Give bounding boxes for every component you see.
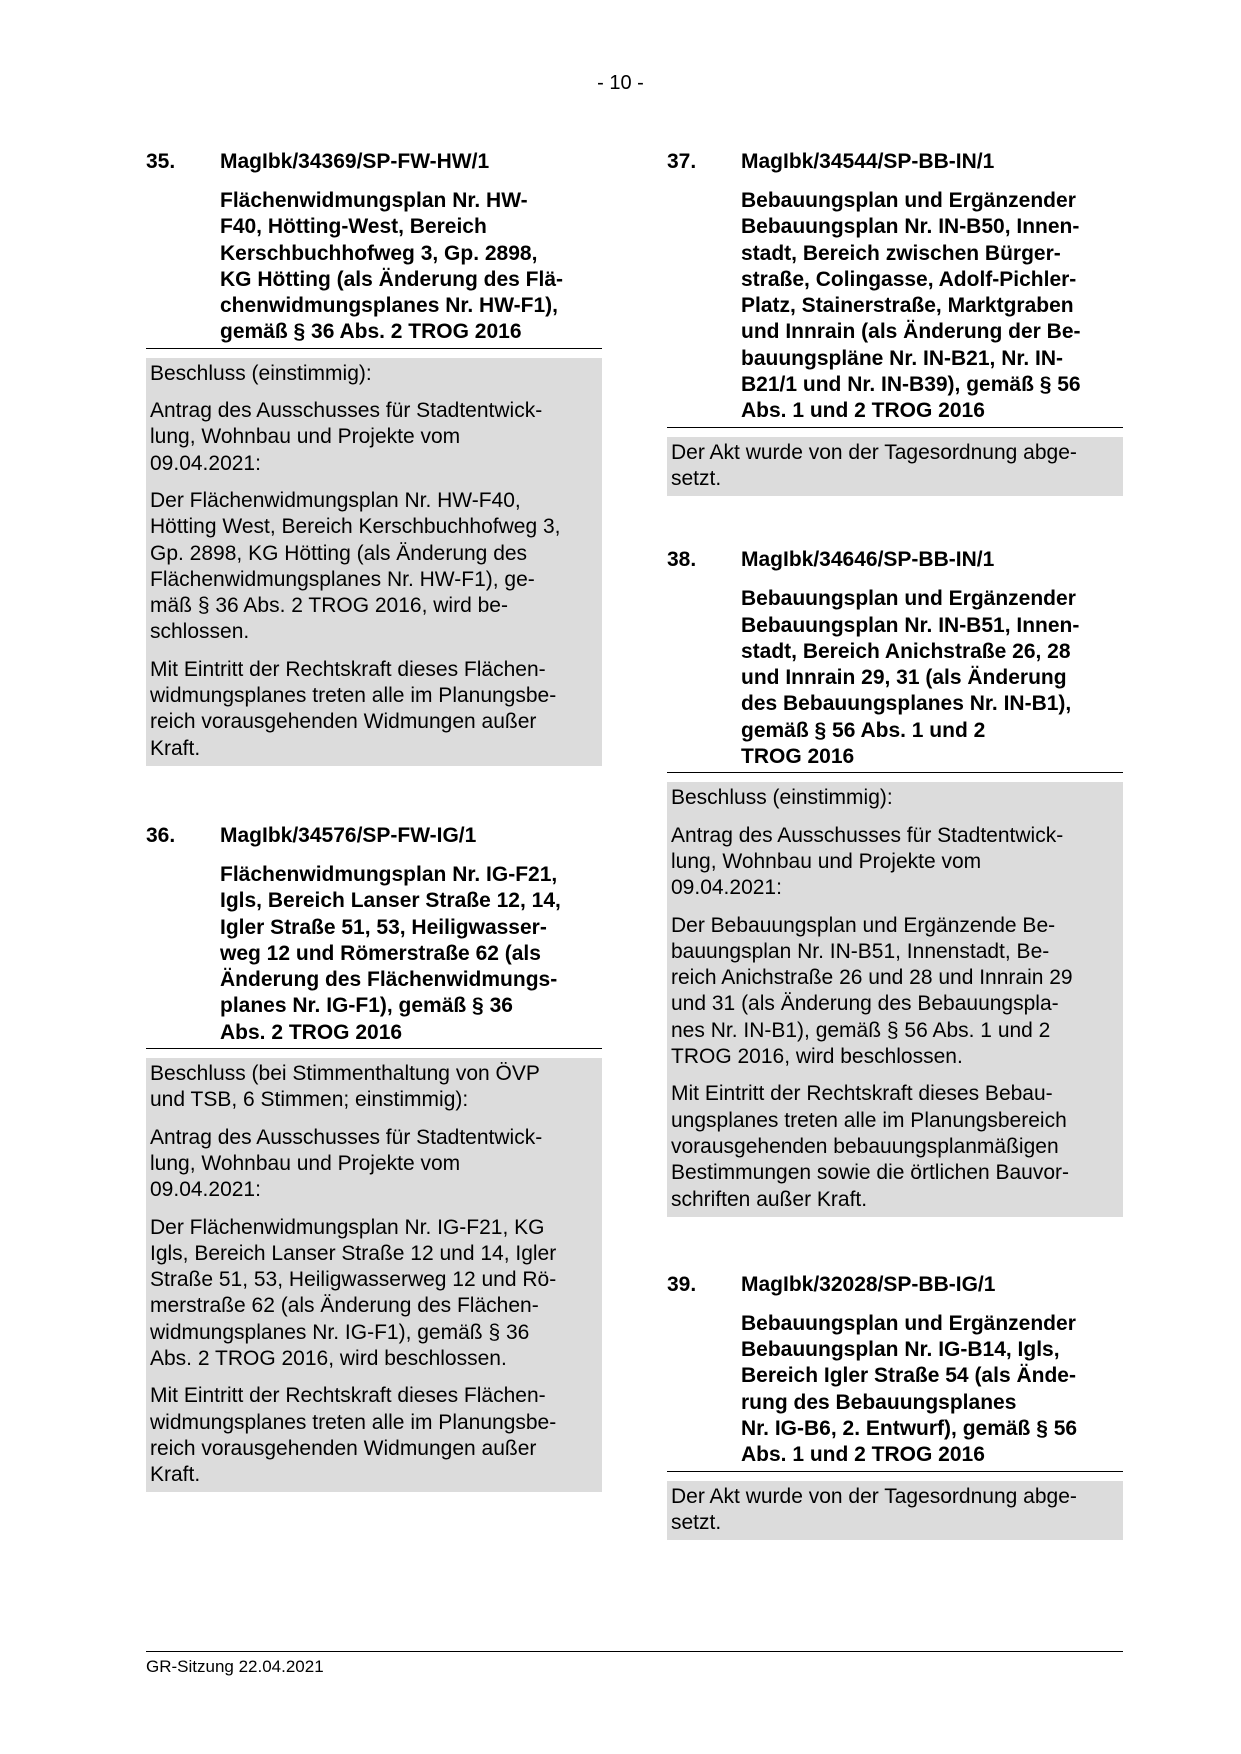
title-line: stadt, Bereich zwischen Bürger- (741, 241, 1061, 265)
item-number: 39. (667, 1272, 697, 1296)
agenda-item (667, 149, 1123, 496)
text-line: lung, Wohnbau und Projekte vom (150, 425, 461, 449)
paragraph (150, 1383, 598, 1488)
text-line: 09.04.2021: (150, 1178, 261, 1202)
text-line: und TSB, 6 Stimmen; einstimmig): (150, 1088, 469, 1112)
title-line: und Innrain (als Änderung der Be- (741, 320, 1081, 344)
divider (667, 1471, 1123, 1472)
title-line: Abs. 2 TROG 2016 (220, 1020, 403, 1044)
item-number: 37. (667, 150, 697, 173)
text-line: Kraft. (150, 1463, 201, 1487)
title-line: Igls, Bereich Lanser Straße 12, 14, (220, 889, 561, 913)
paragraph (671, 785, 1119, 811)
title-line: Platz, Stainerstraße, Marktgraben (741, 294, 1074, 318)
text-line: Mit Eintritt der Rechtskraft dieses Bebau- (671, 1082, 1053, 1106)
title-line: und Innrain 29, 31 (als Änderung (741, 666, 1067, 690)
title-line: F40, Hötting-West, Bereich (220, 215, 487, 239)
text-line: Igls, Bereich Lanser Straße 12 und 14, Igler (150, 1241, 557, 1265)
text-line: Der Flächenwidmungsplan Nr. HW-F40, (150, 488, 521, 512)
left-column (146, 149, 602, 1492)
title-line: des Bebauungsplanes Nr. IN-B1), (741, 692, 1072, 716)
text-line: mäß § 36 Abs. 2 TROG 2016, wird be- (150, 594, 508, 618)
page-number: - 10 - (597, 72, 644, 94)
item-title (220, 862, 602, 1048)
text-line: merstraße 62 (als Änderung des Flächen- (150, 1294, 539, 1318)
text-line: schriften außer Kraft. (671, 1187, 868, 1211)
text-line: vorausgehenden bebauungsplanmäßigen (671, 1134, 1059, 1158)
paragraph (150, 398, 598, 477)
text-line: Der Flächenwidmungsplan Nr. IG-F21, KG (150, 1215, 545, 1239)
text-line: 09.04.2021: (150, 451, 261, 475)
divider (667, 427, 1123, 428)
text-line: Beschluss (bei Stimmenthaltung von ÖVP (150, 1062, 540, 1086)
text-line: lung, Wohnbau und Projekte vom (150, 1151, 461, 1175)
title-line: Flächenwidmungsplan Nr. IG-F21, (220, 862, 558, 886)
title-line: Flächenwidmungsplan Nr. HW- (220, 189, 528, 212)
divider (146, 1048, 602, 1049)
text-line: und 31 (als Änderung des Bebauungspla- (671, 992, 1059, 1016)
agenda-item (667, 1272, 1123, 1540)
item-number: 35. (146, 150, 176, 173)
item-title (741, 586, 1123, 772)
title-line: Änderung des Flächenwidmungs- (220, 968, 558, 992)
text-line: setzt. (671, 466, 722, 490)
item-file-id: MagIbk/34646/SP-BB-IN/1 (741, 548, 995, 572)
item-file-id: MagIbk/32028/SP-BB-IG/1 (741, 1272, 996, 1296)
item-header (667, 1272, 1123, 1298)
title-line: Bebauungsplan Nr. IN-B50, Innen- (741, 215, 1080, 239)
resolution-box (667, 437, 1123, 497)
paragraph (150, 1061, 598, 1114)
item-header (667, 547, 1123, 573)
resolution-box (146, 358, 602, 766)
title-line: Bebauungsplan Nr. IN-B51, Innen- (741, 613, 1080, 637)
title-line: planes Nr. IG-F1), gemäß § 36 (220, 994, 513, 1018)
agenda-item (146, 149, 602, 766)
item-title (220, 188, 602, 348)
title-line: chenwidmungsplanes Nr. HW-F1), (220, 294, 558, 318)
title-line: Bebauungsplan und Ergänzender (741, 587, 1076, 611)
text-line: widmungsplanes treten alle im Planungsbe- (150, 684, 557, 708)
divider (146, 348, 602, 349)
title-line: KG Hötting (als Änderung des Flä- (220, 267, 564, 291)
text-line: reich Anichstraße 26 und 28 und Innrain 29 (671, 966, 1073, 990)
item-number: 38. (667, 548, 697, 572)
text-line: 09.04.2021: (671, 876, 782, 900)
text-line: Kraft. (150, 736, 201, 760)
paragraph (671, 823, 1119, 902)
text-line: reich vorausgehenden Widmungen außer (150, 1436, 537, 1460)
paragraph (150, 488, 598, 646)
item-number: 36. (146, 823, 176, 847)
footer-text: GR-Sitzung 22.04.2021 (146, 1657, 324, 1676)
resolution-box (667, 782, 1123, 1216)
title-line: Kerschbuchhofweg 3, Gp. 2898, (220, 241, 538, 265)
text-line: Abs. 2 TROG 2016, wird beschlossen. (150, 1346, 507, 1370)
text-line: bauungsplan Nr. IN-B51, Innenstadt, Be- (671, 939, 1050, 963)
item-header (667, 149, 1123, 175)
title-line: B21/1 und Nr. IN-B39), gemäß § 56 (741, 373, 1081, 397)
agenda-item (667, 547, 1123, 1217)
title-line: weg 12 und Römerstraße 62 (als (220, 941, 541, 965)
title-line: Abs. 1 und 2 TROG 2016 (741, 399, 985, 423)
title-line: Abs. 1 und 2 TROG 2016 (741, 1443, 985, 1467)
text-line: ungsplanes treten alle im Planungsbereich (671, 1108, 1067, 1132)
paragraph (671, 1484, 1119, 1537)
footer-divider (146, 1651, 1123, 1652)
title-line: stadt, Bereich Anichstraße 26, 28 (741, 639, 1071, 663)
item-file-id: MagIbk/34576/SP-FW-IG/1 (220, 823, 477, 847)
text-line: Mit Eintritt der Rechtskraft dieses Flächen- (150, 657, 546, 681)
divider (667, 772, 1123, 773)
text-line: Beschluss (einstimmig): (671, 786, 893, 810)
resolution-box (667, 1481, 1123, 1541)
text-line: Mit Eintritt der Rechtskraft dieses Flächen- (150, 1384, 546, 1408)
title-line: straße, Colingasse, Adolf-Pichler- (741, 267, 1077, 291)
text-line: setzt. (671, 1510, 722, 1534)
text-line: widmungsplanes Nr. IG-F1), gemäß § 36 (150, 1320, 530, 1344)
item-header (146, 149, 602, 175)
paragraph (671, 1081, 1119, 1212)
item-title (741, 188, 1123, 427)
title-line: Bebauungsplan Nr. IG-B14, Igls, (741, 1338, 1060, 1362)
text-line: Straße 51, 53, Heiligwasserweg 12 und Rö- (150, 1268, 557, 1292)
item-title (741, 1311, 1123, 1471)
title-line: Bebauungsplan und Ergänzender (741, 1311, 1076, 1335)
paragraph (150, 1215, 598, 1373)
text-line: schlossen. (150, 620, 250, 644)
title-line: TROG 2016 (741, 745, 855, 769)
title-line: bauungspläne Nr. IN-B21, Nr. IN- (741, 346, 1064, 370)
text-line: lung, Wohnbau und Projekte vom (671, 849, 982, 873)
text-line: reich vorausgehenden Widmungen außer (150, 710, 537, 734)
text-line: Gp. 2898, KG Hötting (als Änderung des (150, 541, 528, 565)
text-line: Antrag des Ausschusses für Stadtentwick- (150, 1125, 543, 1149)
paragraph (150, 657, 598, 762)
title-line: rung des Bebauungsplanes (741, 1390, 1017, 1414)
text-line: nes Nr. IN-B1), gemäß § 56 Abs. 1 und 2 (671, 1018, 1051, 1042)
text-line: Der Bebauungsplan und Ergänzende Be- (671, 913, 1056, 937)
text-line: Beschluss (einstimmig): (150, 361, 372, 385)
item-header (146, 823, 602, 849)
right-column (667, 149, 1123, 1540)
title-line: Bereich Igler Straße 54 (als Ände- (741, 1364, 1076, 1388)
title-line: Igler Straße 51, 53, Heiligwasser- (220, 915, 547, 939)
item-file-id: MagIbk/34544/SP-BB-IN/1 (741, 150, 995, 173)
agenda-item (146, 823, 602, 1493)
paragraph (671, 913, 1119, 1071)
text-line: Bestimmungen sowie die örtlichen Bauvor- (671, 1161, 1070, 1185)
title-line: gemäß § 36 Abs. 2 TROG 2016 (220, 320, 522, 344)
text-line: Hötting West, Bereich Kerschbuchhofweg 3, (150, 515, 561, 539)
item-file-id: MagIbk/34369/SP-FW-HW/1 (220, 150, 490, 173)
text-line: Antrag des Ausschusses für Stadtentwick- (671, 823, 1064, 847)
paragraph (671, 440, 1119, 493)
title-line: gemäß § 56 Abs. 1 und 2 (741, 718, 986, 742)
text-line: Antrag des Ausschusses für Stadtentwick- (150, 399, 543, 423)
paragraph (150, 1125, 598, 1204)
title-line: Nr. IG-B6, 2. Entwurf), gemäß § 56 (741, 1416, 1078, 1440)
resolution-box (146, 1058, 602, 1492)
text-line: Der Akt wurde von der Tagesordnung abge- (671, 1484, 1077, 1508)
text-line: Flächenwidmungsplanes Nr. HW-F1), ge- (150, 567, 535, 591)
paragraph (150, 361, 598, 387)
title-line: Bebauungsplan und Ergänzender (741, 189, 1076, 212)
text-line: TROG 2016, wird beschlossen. (671, 1045, 963, 1069)
text-line: Der Akt wurde von der Tagesordnung abge- (671, 440, 1077, 464)
text-line: widmungsplanes treten alle im Planungsbe- (150, 1410, 557, 1434)
